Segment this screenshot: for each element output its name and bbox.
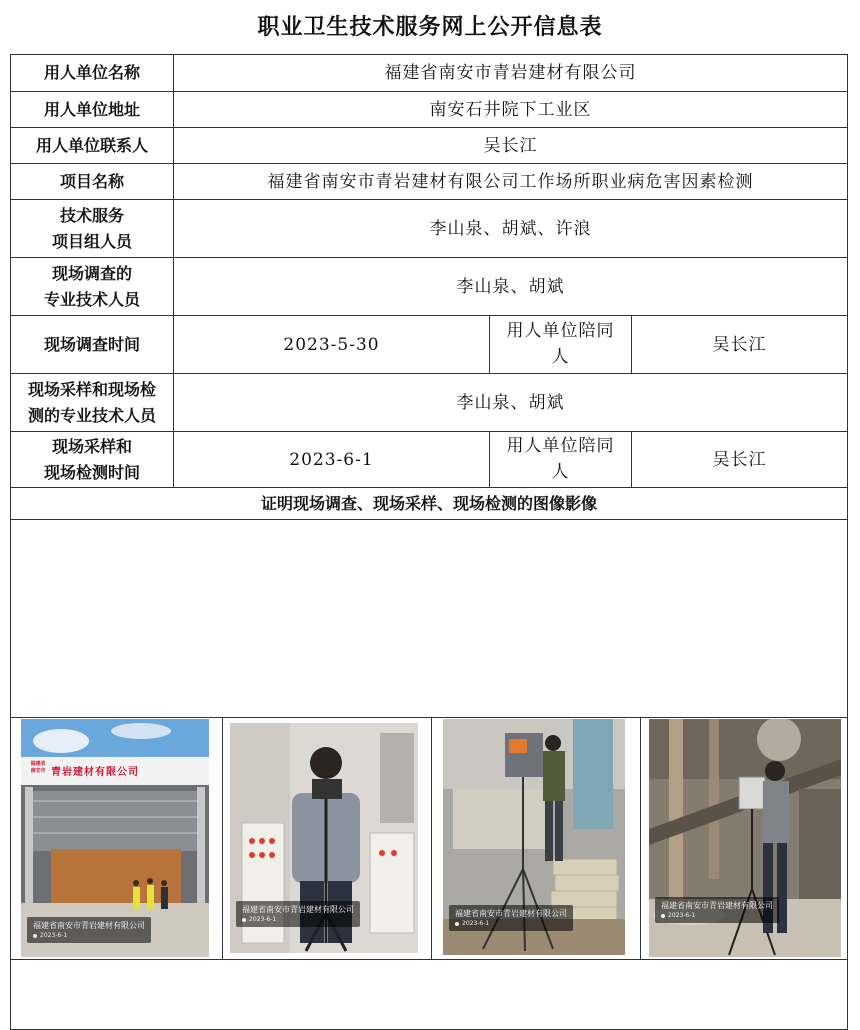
photo-watermark bbox=[449, 905, 573, 931]
survey-staff-label bbox=[11, 258, 173, 315]
sampling-time-label-line2: 现场检测时间 bbox=[43, 462, 140, 482]
sampling-staff-label-line1: 现场采样和现场检 bbox=[27, 379, 156, 399]
project-team-label bbox=[11, 200, 173, 257]
sampling-staff-label bbox=[11, 374, 173, 431]
sampling-companion-label bbox=[490, 432, 631, 487]
sampling-companion-value: 吴长江 bbox=[712, 449, 767, 470]
employer-name-label: 用人单位名称 bbox=[43, 63, 140, 82]
survey-companion-label bbox=[490, 316, 631, 373]
info-table bbox=[10, 54, 848, 1030]
photo-date: 2023-6-1 bbox=[40, 932, 68, 939]
location-pin-icon bbox=[455, 922, 459, 926]
photo-watermark bbox=[236, 901, 360, 927]
project-team-label-line1: 技术服务 bbox=[59, 205, 124, 225]
photo-caption: 福建省南安市青岩建材有限公司 bbox=[455, 909, 567, 918]
survey-staff-value: 李山泉、胡斌 bbox=[456, 276, 565, 297]
photo-sampling-conveyor bbox=[649, 719, 841, 957]
photo-caption: 福建省南安市青岩建材有限公司 bbox=[242, 905, 354, 914]
project-team-label-line2: 项目组人员 bbox=[51, 231, 132, 251]
survey-companion-label-line1: 用人单位陪同 bbox=[506, 321, 615, 341]
photo-control-cabinet bbox=[230, 723, 418, 953]
employer-address-value: 南安石井院下工业区 bbox=[429, 99, 592, 120]
photo-sampling-bags bbox=[443, 719, 625, 955]
survey-companion-label-line2: 人 bbox=[551, 347, 570, 367]
project-name-value: 福建省南安市青岩建材有限公司工作场所职业病危害因素检测 bbox=[267, 171, 754, 192]
photo-date: 2023-6-1 bbox=[668, 912, 696, 919]
sampling-time-label bbox=[11, 432, 173, 487]
survey-time-label: 现场调查时间 bbox=[43, 334, 140, 354]
project-name-label: 项目名称 bbox=[59, 171, 124, 191]
location-pin-icon bbox=[242, 918, 246, 922]
sign-small-line1: 福建省 bbox=[30, 761, 46, 767]
company-sign-text: 青岩建材有限公司 bbox=[51, 767, 139, 778]
sampling-time-label-line1: 现场采样和 bbox=[51, 436, 132, 456]
photo-date: 2023-6-1 bbox=[462, 920, 490, 927]
project-team-value: 李山泉、胡斌、许浪 bbox=[429, 218, 592, 239]
sampling-companion-label-line2: 人 bbox=[551, 462, 570, 482]
employer-contact-value: 吴长江 bbox=[483, 135, 538, 156]
page-title: 职业卫生技术服务网上公开信息表 bbox=[257, 14, 603, 40]
survey-companion-value: 吴长江 bbox=[712, 334, 767, 355]
employer-name-value: 福建省南安市青岩建材有限公司 bbox=[384, 63, 637, 83]
survey-staff-label-line1: 现场调查的 bbox=[51, 263, 132, 283]
sampling-companion-label-line1: 用人单位陪同 bbox=[506, 436, 615, 456]
survey-staff-label-line2: 专业技术人员 bbox=[43, 289, 140, 309]
images-section-header: 证明现场调查、现场采样、现场检测的图像影像 bbox=[260, 493, 597, 513]
photo-watermark bbox=[655, 897, 779, 923]
photo-date: 2023-6-1 bbox=[249, 916, 277, 923]
sampling-time-value: 2023-6-1 bbox=[289, 449, 374, 470]
sampling-staff-label-line2: 测的专业技术人员 bbox=[27, 405, 156, 425]
survey-time-value: 2023-5-30 bbox=[283, 334, 380, 355]
photo-watermark bbox=[27, 917, 151, 943]
employer-address-label: 用人单位地址 bbox=[43, 99, 140, 119]
location-pin-icon bbox=[33, 934, 37, 938]
photo-warehouse-entrance bbox=[21, 719, 209, 957]
photo-caption: 福建省南安市青岩建材有限公司 bbox=[33, 921, 145, 930]
sign-small-line2: 南安市 bbox=[30, 768, 46, 774]
sampling-staff-value: 李山泉、胡斌 bbox=[456, 392, 565, 413]
employer-contact-label: 用人单位联系人 bbox=[35, 135, 148, 155]
photo-caption: 福建省南安市青岩建材有限公司 bbox=[661, 901, 773, 910]
location-pin-icon bbox=[661, 914, 665, 918]
